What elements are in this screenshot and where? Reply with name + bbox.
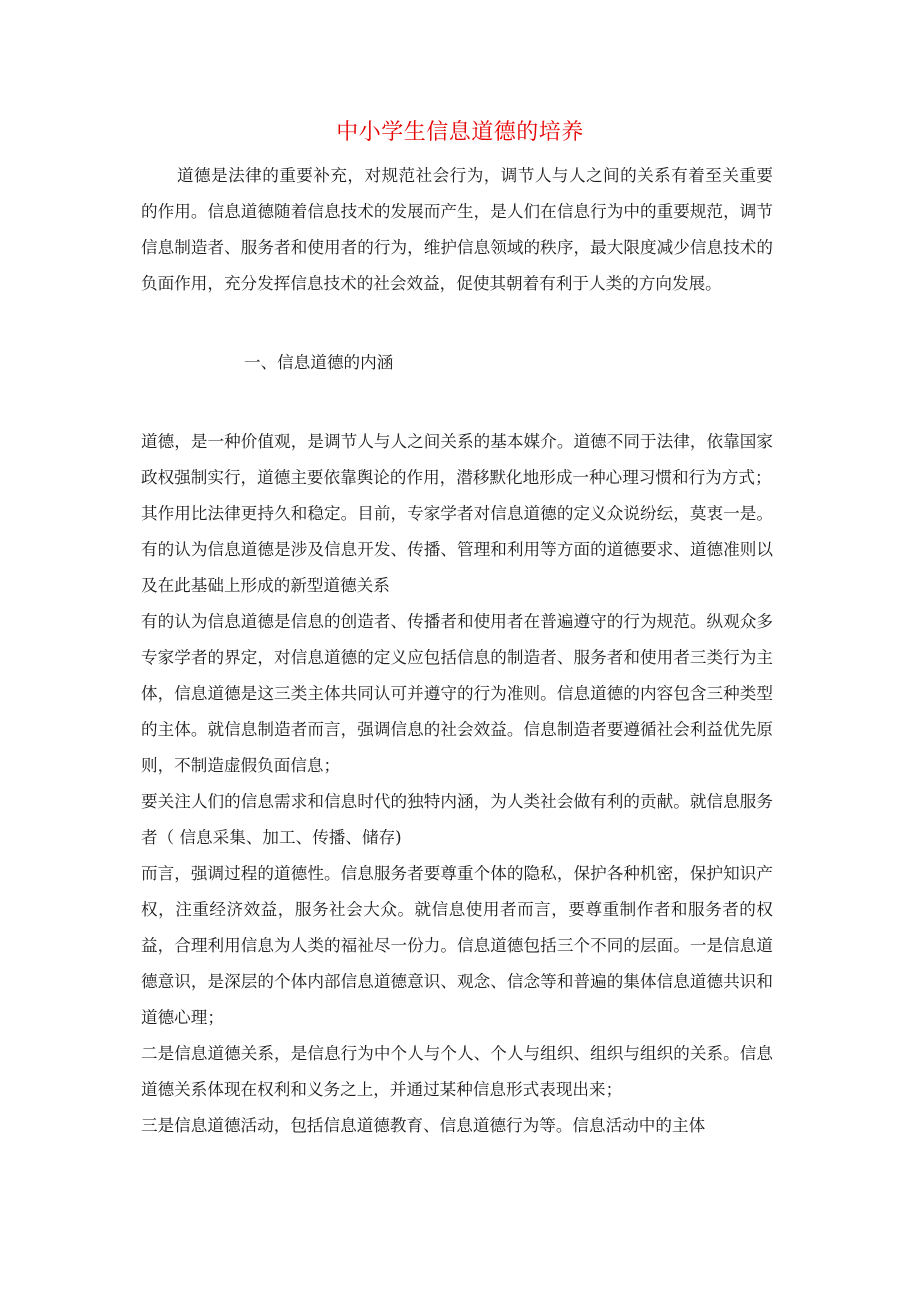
body-paragraph: 要关注人们的信息需求和信息时代的独特内涵，为人类社会做有利的贡献。就信息服务者（ 信息采集、加工、传播、储存) xyxy=(141,792,773,847)
body-paragraph: 道德，是一种价值观，是调节人与人之间关系的基本媒介。道德不同于法律，依靠国家政权强制实行，道德主要依靠舆论的作用，潜移默化地形成一种心理习惯和行为方式； xyxy=(141,432,773,487)
body-paragraph: 其作用比法律更持久和稳定。目前，专家学者对信息道德的定义众说纷纭，莫衷一是。有的认为信息道德是涉及信息开发、传播、管理和利用等方面的道德要求、道德准则以及在此基础上形成的新型道德关系 xyxy=(141,504,773,595)
body-paragraph: 有的认为信息道德是信息的创造者、传播者和使用者在普遍遵守的行为规范。纵观众多专家学者的界定，对信息道德的定义应包括信息的制造者、服务者和使用者三类行为主体，信息道德是这三类主体共同认可并遵守的行为准则。信息道德的内容包含三种类型的主体。就信息制造者而言，强调信息的社会效益。信息制造者要遵循社会利益优先原则，不制造虚假负面信息； xyxy=(141,612,773,775)
body-paragraph: 三是信息道德活动，包括信息道德教育、信息道德行为等。信息活动中的主体 xyxy=(141,1116,706,1135)
document-title: 中小学生信息道德的培养 xyxy=(336,120,584,145)
body-paragraph: 而言，强调过程的道德性。信息服务者要尊重个体的隐私，保护各种机密，保护知识产权，注重经济效益，服务社会大众。就信息使用者而言，要尊重制作者和服务者的权益，合理利用信息为人类的福祉尽一份力。信息道德包括三个不同的层面。一是信息道德意识，是深层的个体内部信息道德意识、观念、信念等和普遍的集体信息道德共识和道德心理； xyxy=(141,864,773,1027)
body-content xyxy=(141,424,773,1144)
body-paragraph: 二是信息道德关系，是信息行为中个人与个人、个人与组织、组织与组织的关系。信息道德关系体现在权利和义务之上，并通过某种信息形式表现出来； xyxy=(141,1044,773,1099)
section-heading: 一、信息道德的内涵 xyxy=(244,353,394,372)
intro-paragraph: 道德是法律的重要补充，对规范社会行为，调节人与人之间的关系有着至关重要的作用。信息道德随着信息技术的发展而产生，是人们在信息行为中的重要规范，调节信息制造者、服务者和使用者的行为，维护信息领域的秩序，最大限度减少信息技术的负面作用，充分发挥信息技术的社会效益，促使其朝着有利于人类的方向发展。 xyxy=(141,166,773,293)
